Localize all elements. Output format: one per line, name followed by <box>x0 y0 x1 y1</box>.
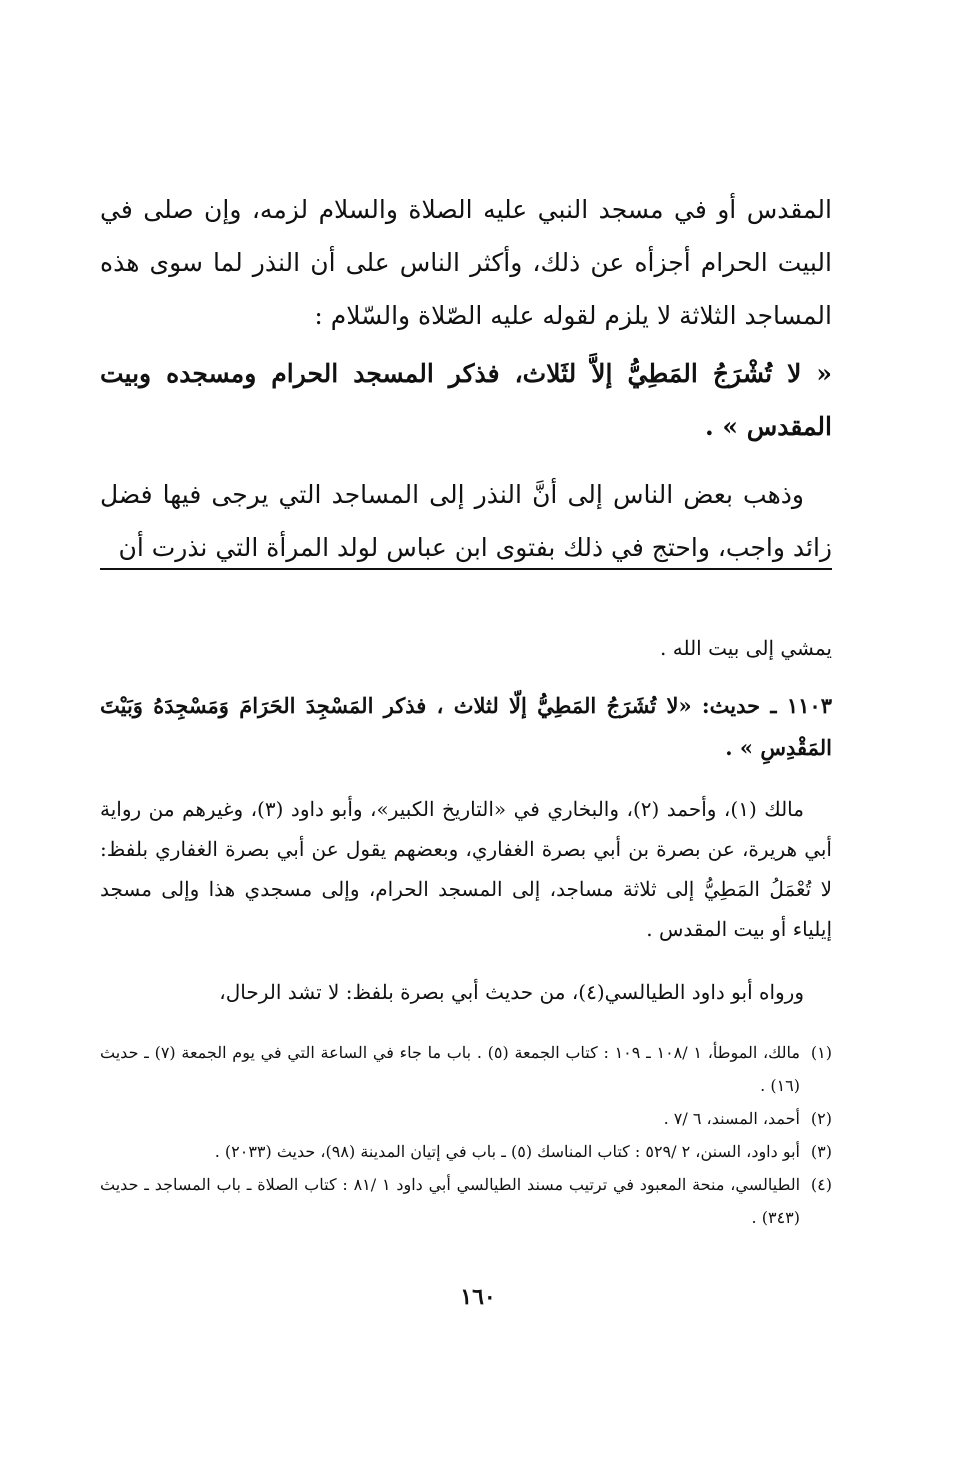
footnote-item <box>100 1102 832 1135</box>
note-continuation: يمشي إلى بيت الله . <box>660 636 832 660</box>
note-tayalisi-paragraph: ورواه أبو داود الطيالسي(٤)، من حديث أبي بصرة بلفظ: لا تشد الرحال، <box>219 980 804 1004</box>
footnote-text: الطيالسي، منحة المعبود في ترتيب مسند الطيالسي أبي داود ١ /٨١ : كتاب الصلاة ـ باب المساجد ـ حديث (٣٤٣) . <box>100 1175 801 1227</box>
footnote-item <box>100 1036 832 1102</box>
body-paragraph-1: المقدس أو في مسجد النبي عليه الصلاة والسلام لزمه، وإن صلى في البيت الحرام أجزأه عن ذلك، وأكثر الناس على أن النذر لما سوى هذه المساجد الثلاثة لا يلزم لقوله عليه الصّلاة والسّلام : <box>100 195 832 330</box>
hadith-1103-heading: ١١٠٣ ـ حديث: «لا تُشَرَجُ المَطِيُّ إلّا لثلاث ، فذكر المَسْجِدَ الحَرَامَ وَمَسْجِدَهُ وَبَيْتَ المَقْدِسِ » . <box>100 693 832 760</box>
footnote-item <box>100 1168 832 1234</box>
footnote-item <box>100 1135 832 1168</box>
footnote-text: أبو داود، السنن، ٢ /٥٢٩ : كتاب المناسك (٥) ـ باب في إتيان المدينة (٩٨)، حديث (٢٠٣٣) . <box>214 1142 800 1161</box>
note-sources-paragraph: مالك (١)، وأحمد (٢)، والبخاري في «التاريخ الكبير»، وأبو داود (٣)، وغيرهم من رواية أبي هريرة، عن بصرة بن أبي بصرة الغفاري، وبعضهم يقول عن أبي بصرة الغفاري بلفظ: لا تُعْمَلُ المَطِيُّ إلى ثلاثة مساجد، إلى المسجد الحرام، وإلى مسجدي هذا وإلى مسجد إيلياء أو بيت المقدس . <box>100 797 832 941</box>
footnote-text: أحمد، المسند، ٦ /٧ . <box>663 1109 800 1128</box>
footnote-number: (٣) <box>810 1142 832 1161</box>
body-hadith-quote: « لا تُشْرَجُ المَطِيُّ إلاَّ لثَلاث، فذكر المسجد الحرام ومسجده وبيت المقدس » . <box>100 359 832 441</box>
footnote-separator-rule <box>100 568 832 570</box>
footnote-number: (٤) <box>810 1175 832 1194</box>
footnote-number: (١) <box>810 1043 832 1062</box>
body-paragraph-2: وذهب بعض الناس إلى أنَّ النذر إلى المساجد التي يرجى فيها فضل زائد واجب، واحتج في ذلك بفتوى ابن عباس لولد المرأة التي نذرت أن <box>100 480 832 562</box>
footnote-number: (٢) <box>810 1109 832 1128</box>
footnotes-list <box>100 1036 832 1234</box>
page-number: ١٦٠ <box>460 1284 496 1310</box>
footnote-text: مالك، الموطأ، ١ /١٠٨ ـ ١٠٩ : كتاب الجمعة (٥) . باب ما جاء في الساعة التي في يوم الجمعة (٧) ـ حديث (١٦) . <box>100 1043 800 1095</box>
